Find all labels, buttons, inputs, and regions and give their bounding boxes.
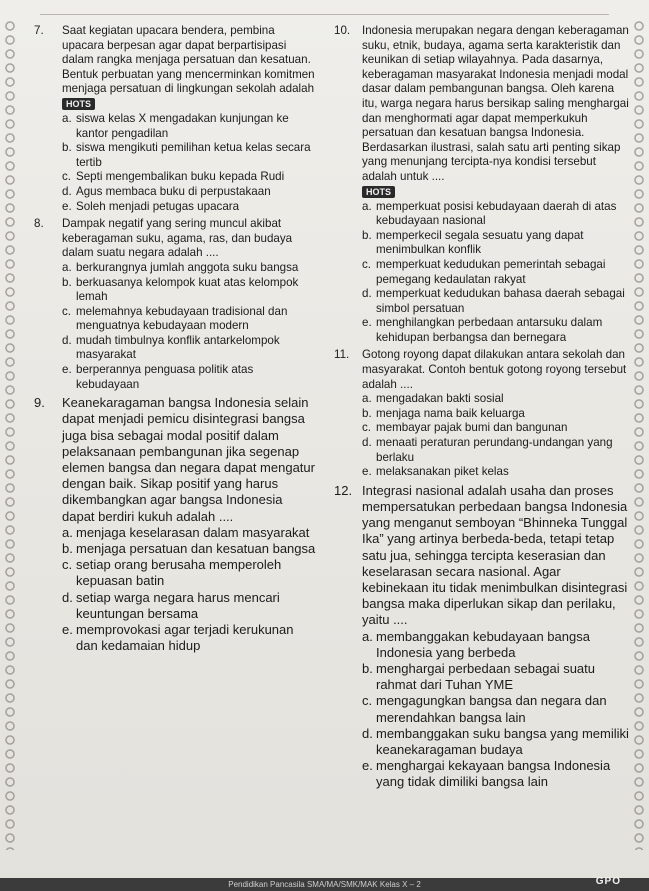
option-b[interactable]: b. siswa mengikuti pemilihan ketua kelas secara tertib — [62, 141, 311, 169]
question-9 — [22, 395, 318, 654]
right-binding-rings — [633, 20, 645, 850]
option-b[interactable]: b. berkuasanya kelompok kuat atas kelompok lemah — [62, 275, 299, 304]
option-c[interactable]: c. membayar pajak bumi dan bangunan — [362, 421, 568, 435]
question-stem: Dampak negatif yang sering muncul akibat keberagaman suku, agama, ras, dan budaya dalam suatu negara adalah .... — [62, 217, 293, 260]
right-column — [322, 24, 630, 794]
left-column — [22, 24, 318, 658]
option-b[interactable]: b. menjaga nama baik keluarga — [362, 406, 525, 420]
option-d[interactable]: d. setiap warga negara harus mencari keuntungan bersama — [62, 589, 280, 621]
hots-badge: HOTS — [362, 186, 395, 198]
option-a[interactable]: a. memperkuat posisi kebudayaan daerah di atas kebudayaan nasional — [362, 199, 617, 228]
option-e[interactable]: e. melaksanakan piket kelas — [362, 465, 509, 479]
option-list — [62, 261, 318, 392]
option-c[interactable]: c. memperkuat kedudukan pemerintah sebagai pemegang kedaulatan rakyat — [362, 257, 606, 286]
option-list — [362, 392, 630, 480]
option-list — [362, 629, 630, 791]
option-a[interactable]: a. menjaga keselarasan dalam masyarakat — [62, 524, 310, 540]
option-e[interactable]: e. menghargai kekayaan bangsa Indonesia yang tidak dimiliki bangsa lain — [362, 758, 611, 790]
option-b[interactable]: b. memperkecil segala sesuatu yang dapat menimbulkan konflik — [362, 228, 584, 257]
option-a[interactable]: a. berkurangnya jumlah anggota suku bangsa — [62, 260, 299, 274]
option-b[interactable]: b. menjaga persatuan dan kesatuan bangsa — [62, 541, 316, 557]
hots-badge: HOTS — [62, 98, 95, 110]
option-list — [62, 525, 318, 655]
question-stem: Indonesia merupakan negara dengan keberagaman suku, etnik, budaya, agama serta karakteristik dan keunikan di setiap wilayahnya. Pada dasarnya, keberagaman masyarakat Indonesia menjadi modal dasar dalam pembangunan bangsa. Oleh karena itu, warga negara harus bersikap saling menghargai dan menghormati agar dapat memperkukuh persatuan dan kesatuan bangsa Indonesia. Berdasarkan ilustrasi, salah satu arti penting sikap yang menunjang tercipta-nya kondisi tersebut adalah untuk .... — [362, 24, 629, 183]
left-binding-rings — [4, 20, 16, 850]
option-a[interactable]: a. mengadakan bakti sosial — [362, 392, 504, 406]
question-stem: Gotong royong dapat dilakukan antara sekolah dan masyarakat. Contoh bentuk gotong royong tersebut adalah .... — [362, 348, 627, 391]
option-a[interactable]: a. siswa kelas X mengadakan kunjungan ke kantor pengadilan — [62, 111, 289, 140]
publisher-logo: GPO — [595, 876, 621, 887]
page-footer: Pendidikan Pancasila SMA/MA/SMK/MAK Kelas X – 2 — [0, 878, 649, 891]
question-stem: Integrasi nasional adalah usaha dan proses mempersatukan perbedaan bangsa Indonesia yang menganut semboyan “Bhinneka Tunggal Ika” yang artinya berbeda-beda, tetapi tetap satu jua, sehingga tercipta keserasian dan keselarasan secara nasional. Agar kebinekaan itu tidak menimbulkan disintegrasi bangsa maka diperlukan sikap dan perilaku, yaitu .... — [362, 482, 628, 628]
option-d[interactable]: d. mudah timbulnya konflik antarkelompok masyarakat — [62, 333, 280, 362]
question-number: 11. — [334, 348, 350, 362]
option-list — [62, 112, 318, 214]
option-b[interactable]: b. menghargai perbedaan sebagai suatu rahmat dari Tuhan YME — [362, 661, 596, 693]
option-d[interactable]: d. menaati peraturan perundang-undangan yang berlaku — [362, 436, 613, 464]
option-e[interactable]: e. Soleh menjadi petugas upacara — [62, 199, 240, 213]
question-number: 10. — [334, 24, 351, 37]
top-rule — [40, 14, 609, 15]
question-7 — [22, 24, 318, 214]
option-e[interactable]: e. menghilangkan perbedaan antarsuku dalam kehidupan berbangsa dan bernegara — [362, 316, 603, 344]
option-a[interactable]: a. membanggakan kebudayaan bangsa Indonesia yang berbeda — [362, 628, 590, 660]
question-number: 9. — [34, 395, 45, 411]
question-10 — [322, 24, 630, 345]
question-12 — [322, 483, 630, 791]
question-stem: Keanekaragaman bangsa Indonesia selain dapat menjadi pemicu disintegrasi bangsa juga bisa sebagai modal positif dalam pelaksanaan pembangunan jika segenap elemen bangsa dan negara dapat mengatur dengan baik. Sikap positif yang harus dikembangkan agar bangsa Indonesia dapat berdiri kukuh adalah .... — [62, 395, 315, 524]
option-list — [362, 200, 630, 346]
question-number: 12. — [334, 482, 353, 498]
option-c[interactable]: c. Septi mengembalikan buku kepada Rudi — [62, 170, 285, 184]
question-stem: Saat kegiatan upacara bendera, pembina upacara berpesan agar dapat berpartisipasi dalam rangka menjaga persatuan dan kesatuan. Bentuk perbuatan yang mencerminkan komitmen menjaga persatuan di lingkungan sekolah adalah — [62, 24, 315, 96]
option-d[interactable]: d. memperkuat kedudukan bahasa daerah sebagai simbol persatuan — [362, 287, 625, 315]
question-8 — [22, 217, 318, 392]
option-c[interactable]: c. setiap orang berusaha memperoleh kepuasan batin — [62, 557, 282, 589]
question-11 — [322, 348, 630, 479]
question-number: 7. — [34, 24, 44, 37]
option-d[interactable]: d. Agus membaca buku di perpustakaan — [62, 184, 271, 198]
option-d[interactable]: d. membanggakan suku bangsa yang memiliki keanekaragaman budaya — [362, 725, 629, 758]
option-e[interactable]: e. memprovokasi agar terjadi kerukunan dan kedamaian hidup — [62, 622, 294, 654]
option-c[interactable]: c. mengagungkan bangsa dan negara dan merendahkan bangsa lain — [362, 693, 607, 725]
option-c[interactable]: c. melemahnya kebudayaan tradisional dan menguatnya kebudayaan modern — [62, 304, 288, 333]
question-number: 8. — [34, 217, 44, 231]
option-e[interactable]: e. berperannya penguasa politik atas kebudayaan — [62, 363, 254, 391]
